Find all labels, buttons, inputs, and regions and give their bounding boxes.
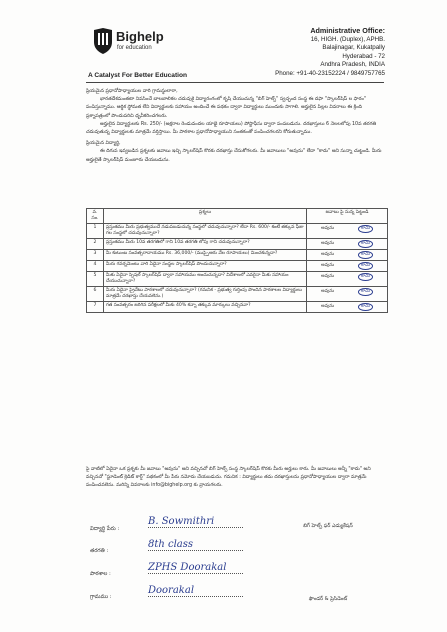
- tagline: A Catalyst For Better Education: [88, 72, 188, 79]
- student-name-field[interactable]: B. Sowmithri: [148, 516, 243, 528]
- answer-cell: [307, 287, 388, 302]
- answer-yes-option[interactable]: అవును: [321, 289, 335, 294]
- eligibility-table: [86, 208, 388, 313]
- paragraph-3: ఈ దిగువ ఇవ్వబడిన ప్రశ్నలకు జవాబు ఇచ్చి స్కాలర్‌షిప్‌ కొరకు దరఖాస్తు చేసుకోగలరు. మీ జవాబులు "అవును" లేదా "కాదు" అని సున్నా చుట్టండి. మీరు అర్హులైతే స్కాలర్‌షిప్ మంజూరు చేయబడును.: [86, 149, 382, 163]
- school-label: పాఠశాల :: [90, 571, 111, 577]
- answer-yes-option[interactable]: అవును: [321, 274, 335, 279]
- answer-no-option[interactable]: కాదు: [358, 303, 373, 311]
- organisation-signature: బిగ్ హెల్ప్ ఫర్ ఎడ్యుకేషన్: [303, 523, 353, 529]
- row-number: 5: [87, 272, 104, 287]
- row-number: 7: [87, 302, 104, 313]
- row-number: 3: [87, 250, 104, 261]
- answer-yes-option[interactable]: అవును: [321, 226, 335, 231]
- address-line: Hyderabad - 72: [342, 52, 385, 60]
- eligibility-note: పై వాటిలో ఏదైనా ఒక ప్రశ్నకు మీ జవాబు "అవును" అని వచ్చినచో బిగ్ హెల్ప్ సంస్థ స్కాలర్‌షిప్ కొరకు మీరు అర్హులు కారు. మీ జవాబులు అన్నీ "కాదు" అని వచ్చినచో "స్టూడెంట్ క్రెడిట్ కార్డ్" పథకంలో మీ పేరు నమోదు చేయబడును. గమనిక : విద్యార్థులు తమ దరఖాస్తులను ప్రధానోపాధ్యాయుల ద్వారా మాత్రమే పంపించవలెను. మరిన్ని వివరాలకు info@bighelp.org కు వ్రాయగలరు.: [86, 467, 371, 489]
- village-field[interactable]: Doorakal: [148, 585, 243, 597]
- row-number: 6: [87, 287, 104, 302]
- answer-no-option[interactable]: కాదు: [358, 262, 373, 270]
- answer-yes-option[interactable]: అవును: [321, 241, 335, 246]
- answer-cell: [307, 224, 388, 239]
- brand-subtitle: for education: [117, 45, 152, 51]
- answer-yes-option[interactable]: అవును: [321, 252, 335, 257]
- answer-yes-option[interactable]: అవును: [321, 263, 335, 268]
- col-header-questions: ప్రశ్నలు: [104, 209, 307, 224]
- greeting: ప్రియమైన ప్రధానోపాధ్యాయుల వారి గ్రామస్థులారా,: [86, 89, 178, 94]
- paragraph-1: భారతదేశమంతటా నివసించే బాలబాలికల చదువుకై విద్యారంగంలో కృషి చేయుచున్న "బిగ్ హెల్ప్" స్వచ్ఛంద సంస్థ ఈ దఫా "స్కాలర్‌షిప్ ల ఫారం" పంపిస్తున్నాము. ఆర్థిక స్థోమత లేని విద్యార్థులకు సహాయం అందించే ఈ పథకం ద్వారా విద్యార్థులు ముందుకు సాగాలి. అర్హులైన పిల్లల వివరాలు ఈ క్రింది ప్రశ్నాపత్రంలో పొందుపరిచి ధృవీకరించగలరు.: [86, 97, 367, 119]
- phone-line: Phone: +91-40-23152224 / 9849757765: [275, 69, 385, 77]
- village-label: గ్రామము :: [90, 594, 112, 600]
- founder-signature: ఫౌండర్ & ప్రెసిడెంట్: [308, 596, 348, 602]
- question-text: మీరు గవర్నమెంటు వారి ఏదైనా సంస్థల స్కాలర్‌షిప్ పొందుచున్నారా?: [104, 261, 307, 272]
- answer-no-option[interactable]: కాదు: [358, 273, 373, 281]
- question-text: ప్రస్తుతము మీరు 10వ తరగతిలో గాని 10వ తరగతి లోపు గాని చదువుచున్నారా?: [104, 239, 307, 250]
- table-row: [87, 224, 388, 239]
- office-address-block: [275, 27, 385, 79]
- brand-name: Bighelp: [116, 29, 164, 44]
- answer-yes-option[interactable]: అవును: [321, 304, 335, 309]
- answer-no-option[interactable]: కాదు: [358, 251, 373, 259]
- row-number: 2: [87, 239, 104, 250]
- answer-cell: [307, 302, 388, 313]
- address-line: Balajinagar, Kukatpally: [322, 44, 385, 52]
- answer-cell: [307, 272, 388, 287]
- table-row: [87, 261, 388, 272]
- table-row: [87, 272, 388, 287]
- answer-no-option[interactable]: కాదు: [358, 225, 373, 233]
- bighelp-logo-icon: [93, 28, 113, 54]
- table-row: [87, 250, 388, 261]
- row-number: 4: [87, 261, 104, 272]
- school-field[interactable]: ZPHS Doorakal: [148, 562, 243, 574]
- class-field[interactable]: 8th class: [148, 539, 243, 551]
- student-name-label: విద్యార్థి పేరు :: [90, 526, 120, 532]
- row-number: 1: [87, 224, 104, 239]
- answer-cell: [307, 250, 388, 261]
- col-header-number: వ. సం.: [87, 209, 104, 224]
- answer-cell: [307, 261, 388, 272]
- address-line: 16, HIGH. (Duplex), APHB.: [310, 35, 385, 43]
- class-label: తరగతి :: [90, 548, 109, 554]
- office-title: Administrative Office:: [310, 26, 385, 35]
- address-line: Andhra Pradesh, INDIA: [320, 61, 385, 69]
- question-text: గత సంవత్సరం జరిగిన పరీక్షలలో మీకు 40% కన్నా తక్కువ మార్కులు వచ్చినవా?: [104, 302, 307, 313]
- table-row: [87, 302, 388, 313]
- header-divider: [86, 82, 384, 83]
- paragraph-2: అర్హులైన విద్యార్థులకు Rs. 250/- (అక్షరాల రెండువందల యాభై రూపాయలు) పోస్టాఫీసు ద్వారా పంపబడును. దరఖాస్తులు 6 నెలలలోపు 10వ తరగతి చదువుతున్న విద్యార్థులకు మాత్రమే వర్తిస్తాయి. మీ పాఠశాల ప్రధానోపాధ్యాయుని సంతకంతో పంపించగలరని కోరుతున్నాము.: [86, 121, 377, 136]
- table-header-row: [87, 209, 388, 224]
- question-text: ప్రస్తుతము మీరు ప్రభుత్వముచే నడుపబడుచున్న సంస్థలో చదువుచున్నారా? లేదా Rs. 600/- కంటే తక్కువ ఫీజు గల సంస్థలో చదువుచున్నారా?: [104, 224, 307, 239]
- table-row: [87, 239, 388, 250]
- letter-intro: [86, 88, 386, 165]
- table-row: [87, 287, 388, 302]
- student-greeting: ప్రియమైన విద్యార్థి,: [86, 141, 121, 147]
- answer-no-option[interactable]: కాదు: [358, 288, 373, 296]
- answer-cell: [307, 239, 388, 250]
- question-text: మీరు ఏదైనా ప్రైవేటు పాఠశాలలో చదువుచున్నారా? (గమనిక - ప్రభుత్వ గుర్తింపు పొందిన పాఠశాలల విద్యార్థులు మాత్రమే దరఖాస్తు చేయవలెను.): [104, 287, 307, 302]
- col-header-answer: జవాబు పై సున్న పెట్టండి: [307, 209, 388, 224]
- question-text: మీ కుటుంబ సంవత్సరాదాయము Rs. 36,000/- (ముప్పైఆరు వేల రూపాయలు) మించకున్నదా?: [104, 250, 307, 261]
- question-text: మీకు ఏదైనా స్పెషల్ స్కాలర్‌షిప్ ద్వారా సహాయము అందుచున్నదా? విదేశాలలో ఎవరైనా మీకు సహాయం చేయుచున్నారా?: [104, 272, 307, 287]
- answer-no-option[interactable]: కాదు: [358, 240, 373, 248]
